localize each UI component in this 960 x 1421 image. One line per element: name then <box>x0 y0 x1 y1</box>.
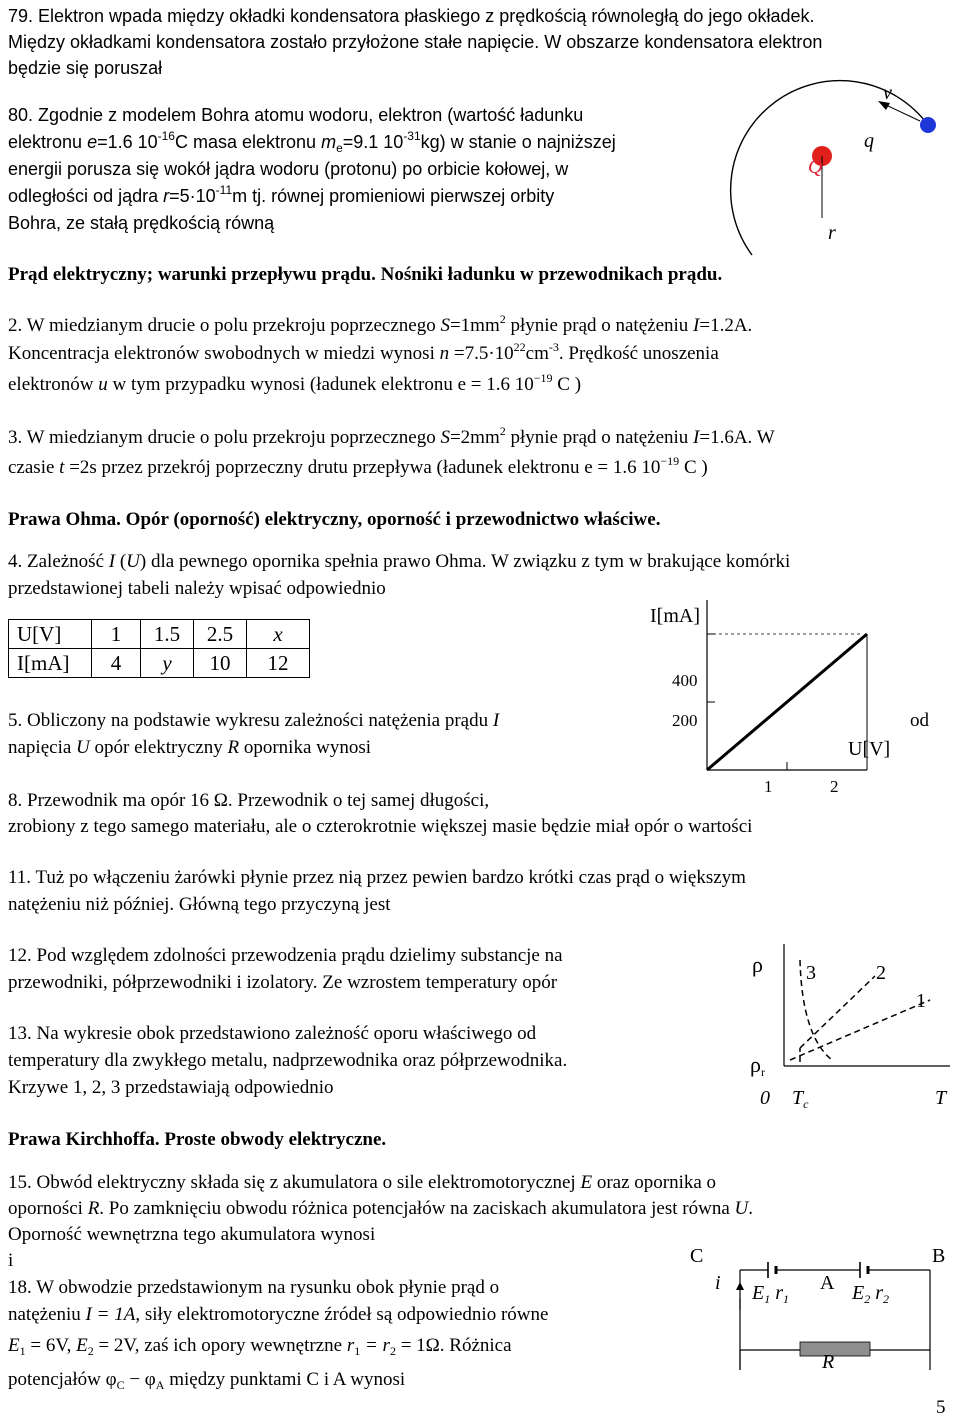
curve-label-1: 1 <box>916 990 926 1012</box>
q11-line2: natężeniu niż później. Główną tego przyczyną jest <box>8 894 391 915</box>
q12-line1: 12. Pod względem zdolności przewodzenia prądu dzielimy substancje na <box>8 945 563 966</box>
page-number: 5 <box>936 1397 946 1418</box>
q5-od: od <box>910 710 929 731</box>
point-b-label: B <box>932 1245 946 1267</box>
q11-line1: 11. Tuż po włączeniu żarówki płynie przez nią przez pewien bardzo krótki czas prąd o większym <box>8 867 746 888</box>
bohr-orbit-figure <box>740 80 960 260</box>
q15-line4: i <box>8 1250 14 1271</box>
table-cell: 1.5 <box>141 620 194 649</box>
resistor-label: R <box>822 1351 835 1373</box>
tick-label: 200 <box>672 711 698 730</box>
series-line <box>707 634 867 770</box>
e2-label: $E_2$ $r_2$ <box>852 1282 890 1306</box>
q13-line1: 13. Na wykresie obok przedstawiono zależność oporu właściwego od <box>8 1023 537 1044</box>
point-a-label: A <box>820 1272 835 1294</box>
tick-label: 1 <box>764 777 773 796</box>
q18-line2: natężeniu I = 1A, siły elektromotoryczne źródeł są odpowiednio równe <box>8 1304 549 1325</box>
tick-label: 2 <box>830 777 839 796</box>
table-row <box>9 620 310 649</box>
radius-label: r <box>828 222 836 244</box>
q2-line1: 2. W miedzianym drucie o polu przekroju poprzecznego $S=1mm^2$ płynie prąd o natężeniu I=1.2A. <box>8 312 753 336</box>
q8-line1: 8. Przewodnik ma opór 16 Ω. Przewodnik o tej samej długości, <box>8 790 490 811</box>
table-cell: 12 <box>247 649 310 678</box>
point-c-label: C <box>690 1245 704 1267</box>
q4-line1: 4. Zależność I (U) dla pewnego opornika spełnia prawo Ohma. W związku z tym w brakujące komórki <box>8 551 791 572</box>
q5-line2: napięcia U opór elektryczny R opornika wynosi <box>8 737 372 758</box>
table-cell: y <box>141 649 194 678</box>
q18-line3: $E_1 = 6V$, $E_2 = 2V$, zaś ich opory wewnętrzne $r_1 = r_2 = 1\Omega$. Różnica <box>8 1335 512 1358</box>
q80-line2: elektronu e=1.6 $10^{-16}C$ masa elektronu $m_e=9.1$ $10^{-31}kg$) w stanie o najniższej <box>8 129 616 155</box>
q3-line1: 3. W miedzianym drucie o polu przekroju poprzecznego $S=2mm^2$ płynie prąd o natężeniu I=1.6A. W <box>8 424 775 448</box>
current-label: i <box>715 1272 721 1294</box>
q13-line3: Krzywe 1, 2, 3 przedstawiają odpowiednio <box>8 1077 334 1098</box>
q15-line3: Oporność wewnętrzna tego akumulatora wynosi <box>8 1224 376 1245</box>
q5-line1: 5. Obliczony na podstawie wykresu zależności natężenia prądu I <box>8 710 500 731</box>
table-cell: I[mA] <box>9 649 92 678</box>
table-cell: 10 <box>194 649 247 678</box>
q3-line2: czasie t =2s przez przekrój poprzeczny drutu przepływa (ładunek elektronu e = 1.6 $10^{-19}$ C ) <box>8 454 708 478</box>
q15-line2: oporności R. Po zamknięciu obwodu różnica potencjałów na zaciskach akumulatora jest równa U. <box>8 1198 754 1219</box>
q8-line2: zrobiony z tego samego materiału, ale o czterokrotnie większej masie będzie miał opór o wartości <box>8 816 753 837</box>
q79-line3: będzie się poruszał <box>8 58 163 78</box>
q79-line2: Między okładkami kondensatora zostało przyłożone stałe napięcie. W obszarze kondensatora elektron <box>8 32 823 52</box>
rho-r-label: $\rho_r$ <box>750 1052 765 1079</box>
q80-line1: 80. Zgodnie z modelem Bohra atomu wodoru, elektron (wartość ładunku <box>8 105 584 125</box>
section-heading-kirchhoff: Prawa Kirchhoffa. Proste obwody elektryczne. <box>8 1129 387 1150</box>
table-cell: 1 <box>92 620 141 649</box>
t-axis-label: T <box>935 1087 947 1109</box>
curve-label-3: 3 <box>806 962 816 984</box>
q80-line3: energii porusza się wokół jądra wodoru (protonu) po orbicie kołowej, w <box>8 159 569 179</box>
table-row <box>9 649 310 678</box>
e1-label: $E_1$ $r_1$ <box>752 1282 790 1306</box>
ui-table <box>8 619 310 678</box>
curve-label-2: 2 <box>876 962 886 984</box>
chart-ylabel: I[mA] <box>650 605 700 627</box>
origin-label: 0 <box>760 1087 770 1109</box>
q12-line2: przewodniki, półprzewodniki i izolatory. Ze wzrostem temperatury opór <box>8 972 558 993</box>
chart-xlabel: U[V] <box>848 738 891 760</box>
tick-label: 400 <box>672 671 698 690</box>
q2-line2: Koncentracja elektronów swobodnych w miedzi wynosi $n =7.5\cdot 10^{22}cm^{-3}$. Prędkość unoszenia <box>8 340 719 364</box>
table-cell: 2.5 <box>194 620 247 649</box>
q80-line4: odległości od jądra $r=5\cdot 10^{-11}m$ tj. równej promieniowi pierwszej orbity <box>8 183 555 206</box>
velocity-label: v <box>883 82 892 104</box>
q80-line5: Bohra, ze stałą prędkością równą <box>8 213 275 233</box>
curve-3 <box>800 960 832 1060</box>
q18-line1: 18. W obwodzie przedstawionym na rysunku obok płynie prąd o <box>8 1277 500 1298</box>
q4-line2: przedstawionej tabeli należy wpisać odpowiednio <box>8 578 386 599</box>
section-heading-current: Prąd elektryczny; warunki przepływu prądu. Nośniki ładunku w przewodnikach prądu. <box>8 264 723 285</box>
curve-2 <box>800 976 875 1048</box>
nucleus-charge-label: Q <box>808 156 823 178</box>
rho-label: ρ <box>752 952 763 977</box>
resistivity-chart <box>740 940 960 1070</box>
electron-charge-label: q <box>864 130 874 152</box>
q79-line1: 79. Elektron wpada między okładki kondensatora płaskiego z prędkością równoległą do jego okładek. <box>8 6 815 26</box>
section-heading-ohm: Prawa Ohma. Opór (oporność) elektryczny, oporność i przewodnictwo właściwe. <box>8 509 661 530</box>
q2-line3: elektronów u w tym przypadku wynosi (ładunek elektronu e = 1.6 $10^{-19}$ C ) <box>8 371 582 395</box>
tc-label: $T_c$ <box>792 1087 809 1111</box>
table-cell: x <box>247 620 310 649</box>
table-cell: U[V] <box>9 620 92 649</box>
q13-line2: temperatury dla zwykłego metalu, nadprzewodnika oraz półprzewodnika. <box>8 1050 568 1071</box>
q18-line4: potencjałów $\varphi_C - \varphi_A$ między punktami C i A wynosi <box>8 1369 406 1392</box>
table-cell: 4 <box>92 649 141 678</box>
q15-line1: 15. Obwód elektryczny składa się z akumulatora o sile elektromotorycznej E oraz opornika o <box>8 1172 717 1193</box>
